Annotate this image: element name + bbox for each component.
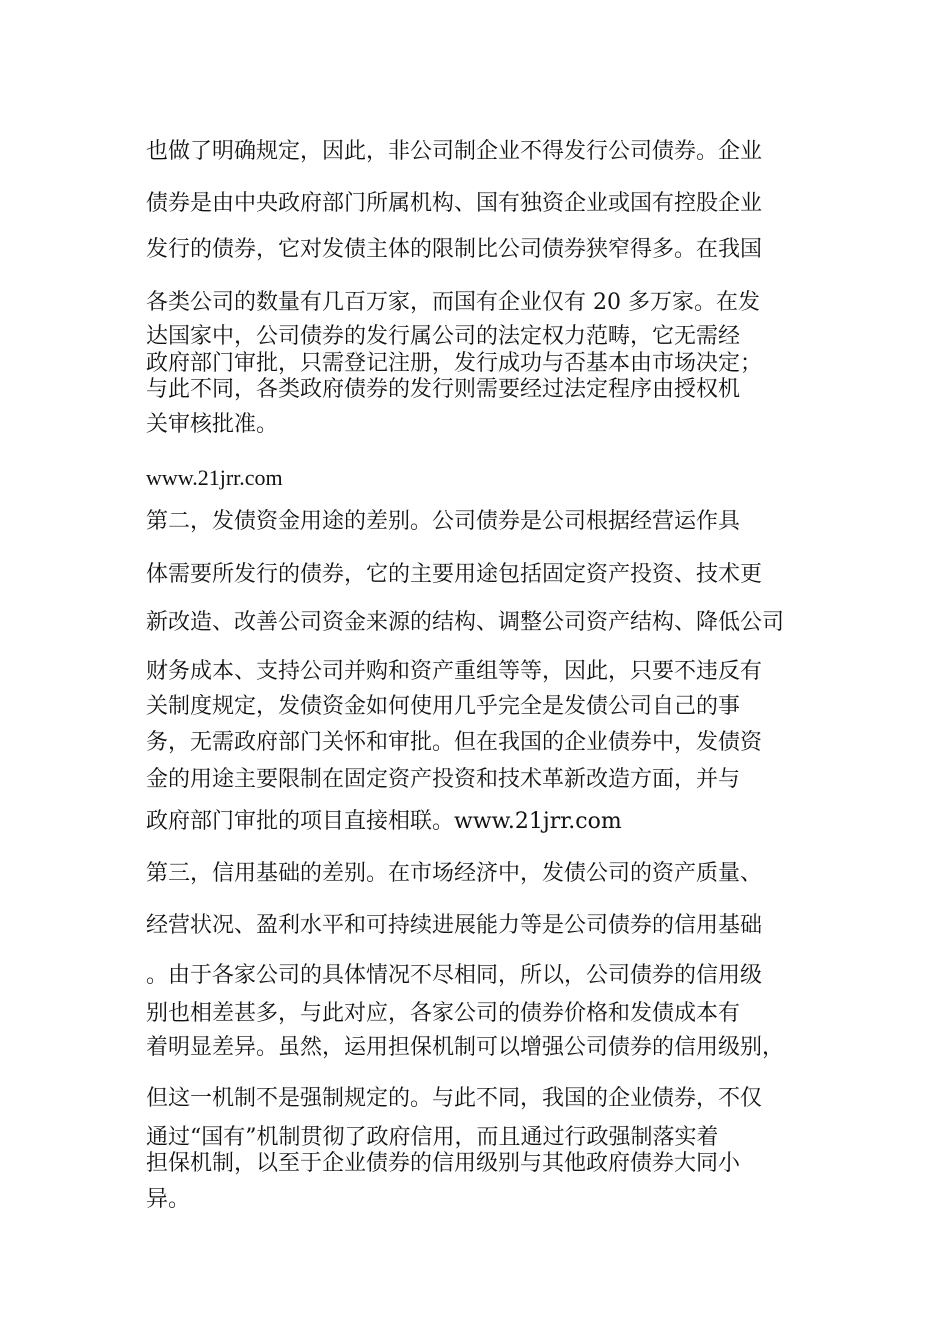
paragraph-line: 政府部门审批，只需登记注册，发行成功与否基本由市场决定； (146, 351, 763, 376)
paragraph-line: 异。 (146, 1187, 191, 1212)
paragraph-line: 别也相差甚多，与此对应，各家公司的债券价格和发债成本有 (146, 1001, 741, 1026)
paragraph-line: 债券是由中央政府部门所属机构、国有独资企业或国有控股企业 (146, 191, 763, 216)
paragraph-line: 发行的债券，它对发债主体的限制比公司债券狭窄得多。在我国 (146, 237, 763, 262)
paragraph-line: 务，无需政府部门关怀和审批。但在我国的企业债券中，发债资 (146, 730, 763, 755)
source-url: www.21jrr.com (146, 465, 283, 490)
paragraph-line: 第二，发债资金用途的差别。公司债券是公司根据经营运作具 (146, 509, 741, 534)
paragraph-line: 各类公司的数量有几百万家，而国有企业仅有 20 多万家。在发 (146, 290, 760, 315)
paragraph-line: 也做了明确规定，因此，非公司制企业不得发行公司债券。企业 (146, 139, 763, 164)
paragraph-line: 达国家中，公司债券的发行属公司的法定权力范畴，它无需经 (146, 324, 741, 349)
paragraph-line: 金的用途主要限制在固定资产投资和技术革新改造方面，并与 (146, 767, 741, 792)
paragraph-line: 经营状况、盈利水平和可持续进展能力等是公司债券的信用基础 (146, 913, 763, 938)
paragraph-line: 着明显差异。虽然，运用担保机制可以增强公司债券的信用级别， (146, 1035, 785, 1060)
paragraph-line: 第三，信用基础的差别。在市场经济中，发债公司的资产质量、 (146, 861, 763, 886)
paragraph-line: 政府部门审批的项目直接相联。www.21jrr.com (146, 809, 622, 834)
paragraph-line: 关审核批准。 (146, 412, 279, 437)
paragraph-line: 新改造、改善公司资金来源的结构、调整公司资产结构、降低公司 (146, 610, 785, 635)
paragraph-line: 与此不同，各类政府债券的发行则需要经过法定程序由授权机 (146, 377, 741, 402)
paragraph-line: 体需要所发行的债券，它的主要用途包括固定资产投资、技术更 (146, 562, 763, 587)
paragraph-line: 关制度规定，发债资金如何使用几乎完全是发债公司自己的事 (146, 694, 741, 719)
paragraph-line: 通过“国有”机制贯彻了政府信用，而且通过行政强制落实着 (146, 1125, 719, 1150)
paragraph-line: 财务成本、支持公司并购和资产重组等等，因此，只要不违反有 (146, 659, 763, 684)
paragraph-line: 。由于各家公司的具体情况不尽相同，所以，公司债券的信用级 (146, 963, 763, 988)
paragraph-line: 但这一机制不是强制规定的。与此不同，我国的企业债券，不仅 (146, 1086, 763, 1111)
paragraph-line: 担保机制，以至于企业债券的信用级别与其他政府债券大同小 (146, 1151, 741, 1176)
